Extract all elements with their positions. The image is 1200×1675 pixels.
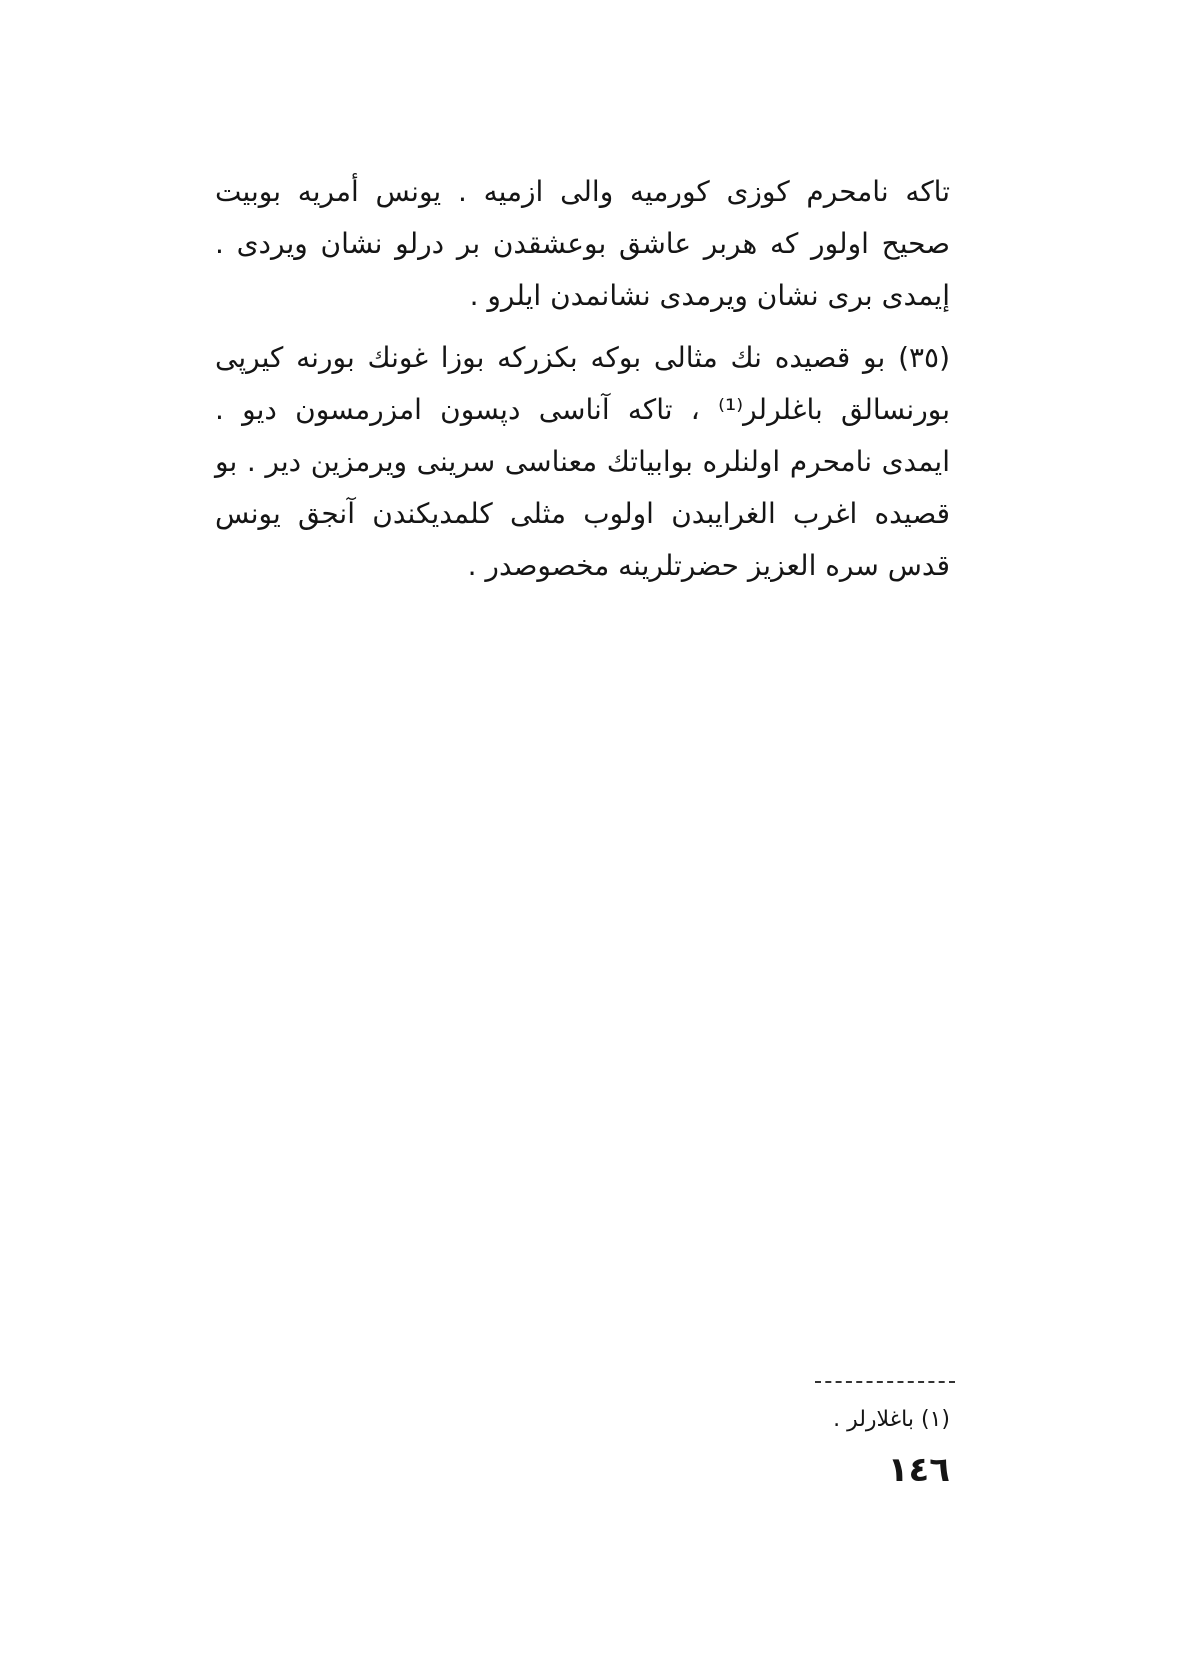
page-number: ١٤٦: [887, 1450, 950, 1490]
paragraph-2-text: بو قصيده نك مثالى بوكه بكزركه بوزا غونك بورنه كيرپى بورنسالق باغلرلر⁽¹⁾ ، تاكه آناسى دپسون امزرمسون ديو . ايمدى نامحرم اولنلره بوابياتك معناسى سرينى ويرمزين دير . بو قصيده اغرب الغرايبدن اولوب مثلى كلمديكندن آنجق يونس قدس سره العزيز حضرتلرينه مخصوصدر .: [215, 341, 950, 582]
paragraph-2-number: (٣٥): [898, 341, 951, 374]
footnote: (١) باغلارلر .: [833, 1407, 950, 1432]
footnote-divider: [815, 1381, 955, 1383]
paragraph-2: [215, 332, 950, 592]
paragraph-1: تاكه نامحرم كوزى كورميه والى ازميه . يونس أمريه بوبيت صحيح اولور كه هربر عاشق بوعشقدن بر درلو نشان ويردى . إيمدى برى نشان ويرمدى نشانمدن ايلرو .: [215, 175, 950, 312]
